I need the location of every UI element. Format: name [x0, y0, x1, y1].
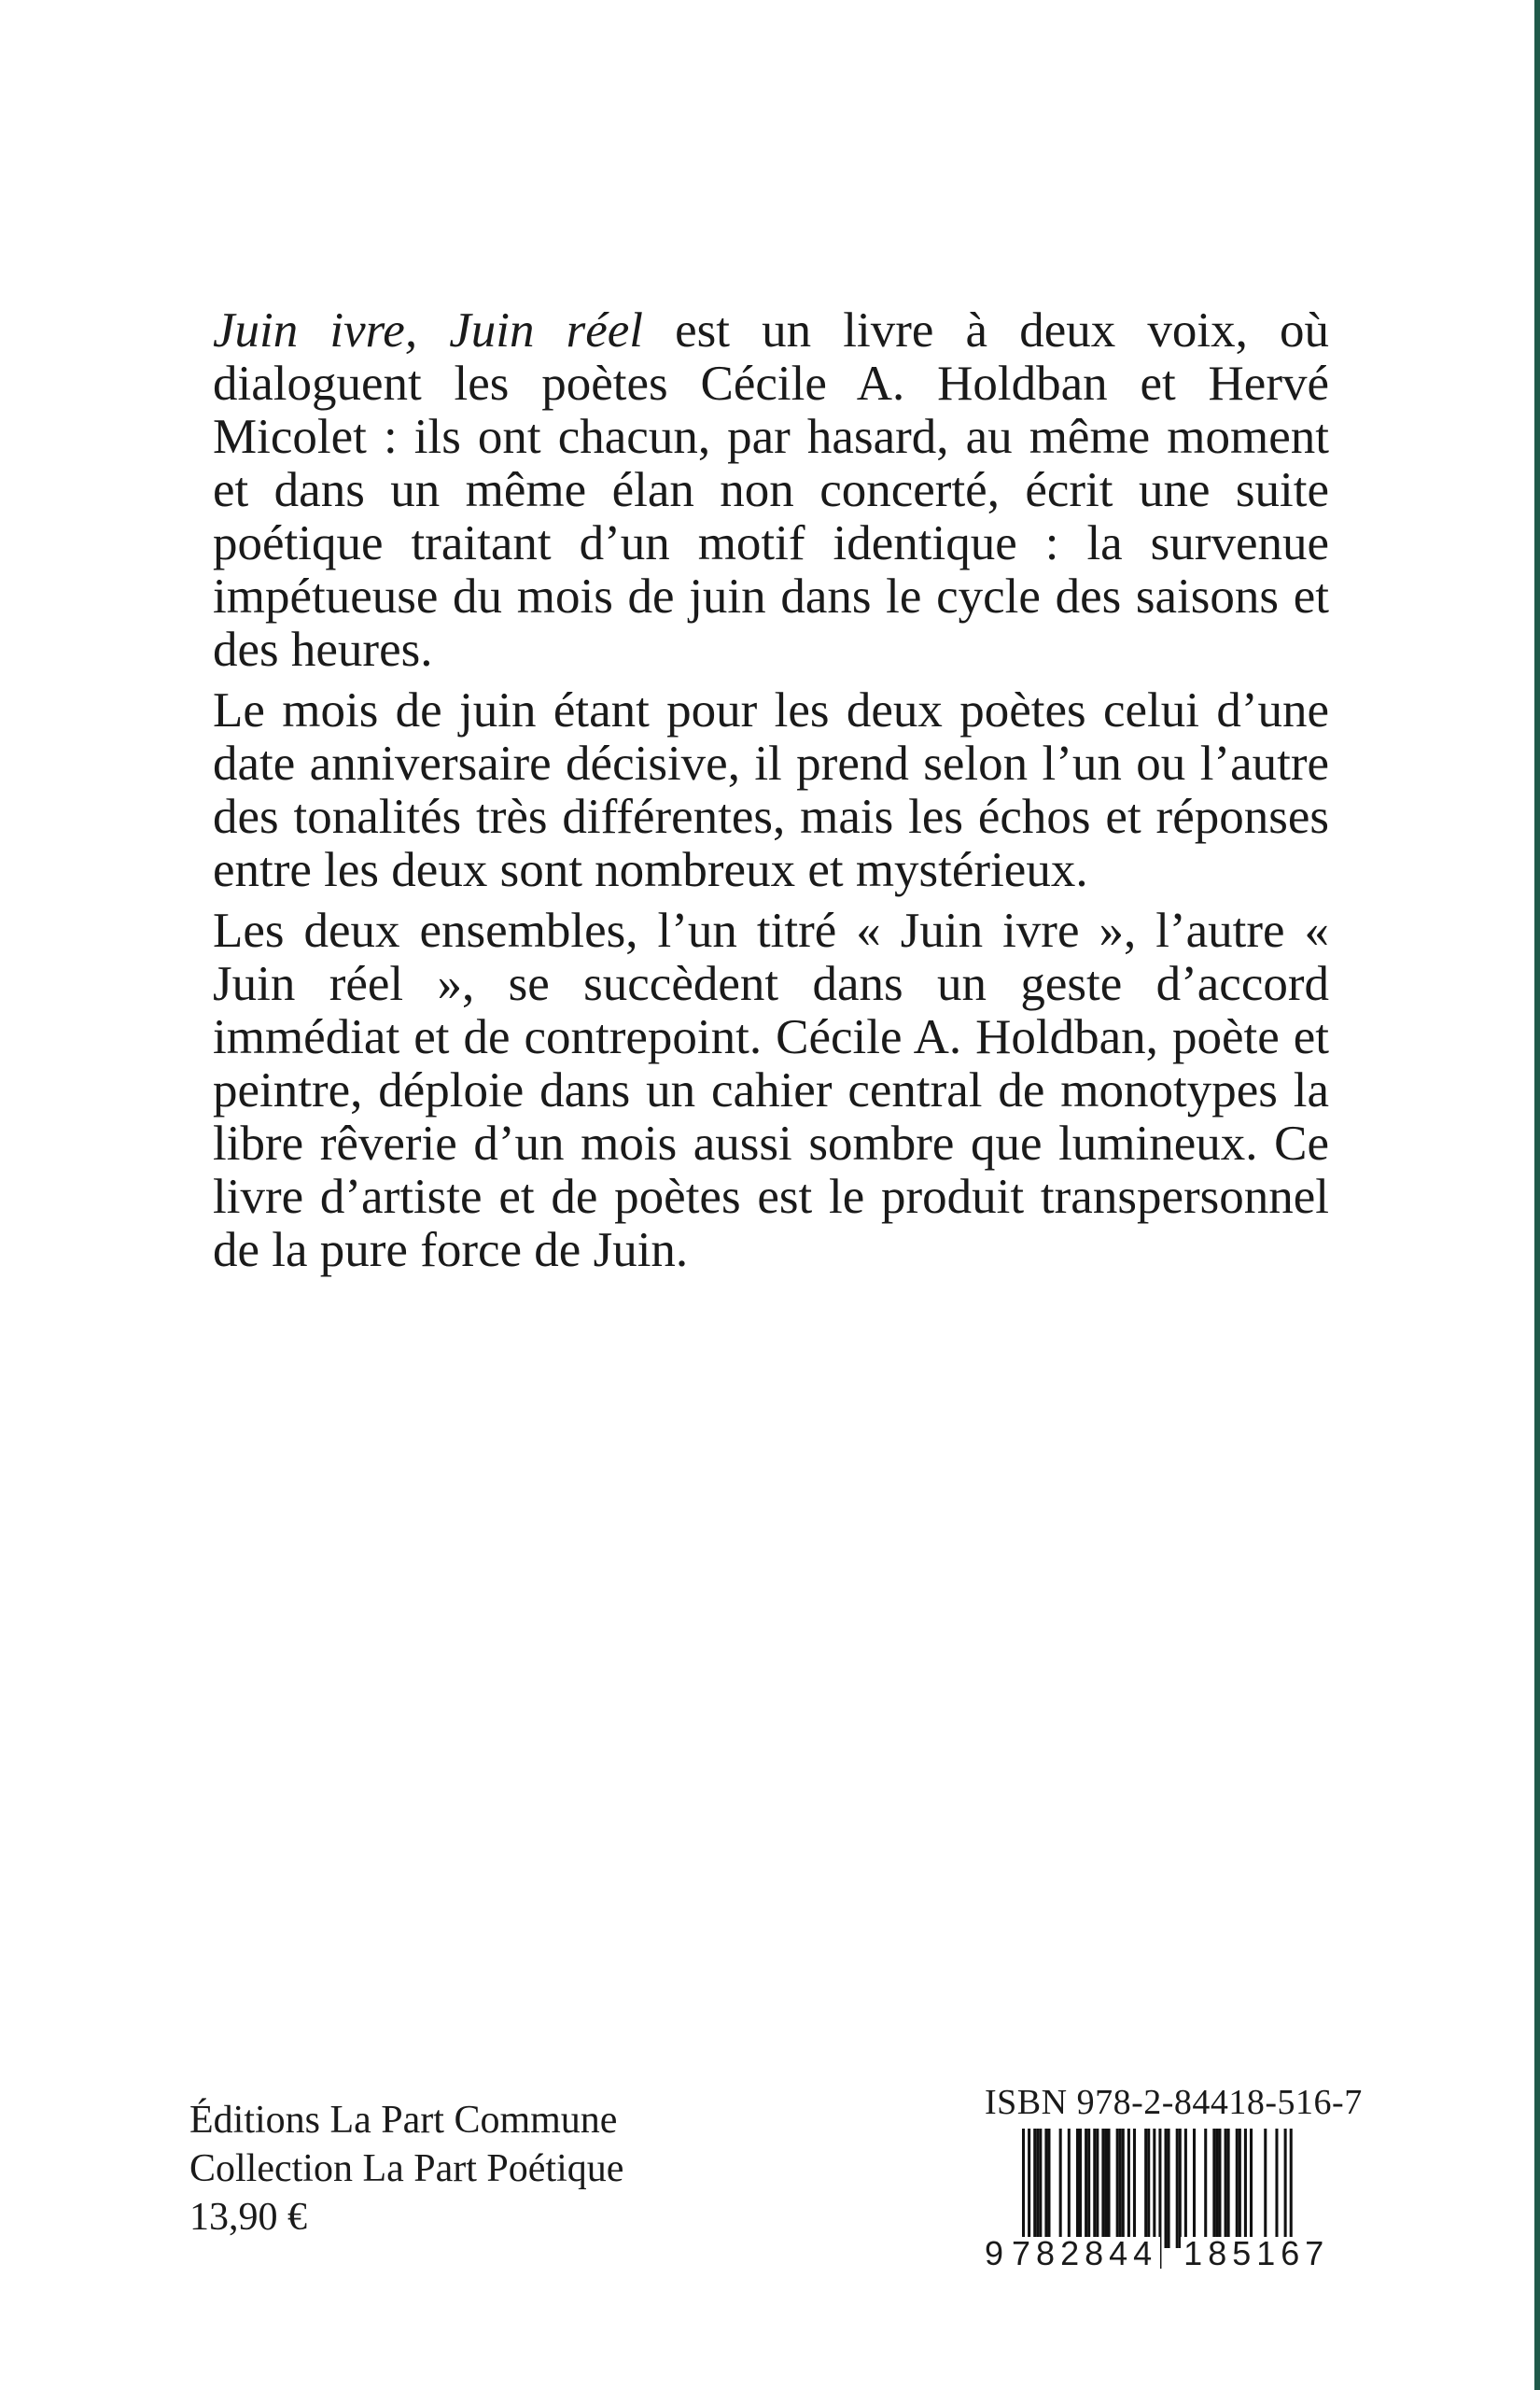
- barcode-bar: [1101, 2129, 1104, 2248]
- barcode-bar: [1079, 2129, 1082, 2248]
- price: 13,90 €: [189, 2196, 307, 2239]
- barcode-bar: [1147, 2129, 1150, 2248]
- publisher-info: [189, 2096, 623, 2242]
- blurb-paragraph-3: Les deux ensembles, l’un titré « Juin ivre », l’autre « Juin réel », se succèdent dans un geste d’accord immédiat et de contrepoint. Cécile A. Holdban, poète et peintre, déploie dans un cahier central de monotypes la libre rêverie d’un mois aussi sombre que lumineux. Ce livre d’artiste et de poètes est le produit transpersonnel de la pure force de Juin.: [213, 904, 1329, 1277]
- blurb-paragraph-1: [213, 304, 1329, 677]
- barcode-bar: [1085, 2129, 1087, 2248]
- barcode-digits: [985, 2234, 1330, 2272]
- barcode-bar: [1250, 2129, 1253, 2248]
- collection-name: Collection La Part Poétique: [189, 2147, 624, 2190]
- barcode-bar: [1165, 2129, 1168, 2248]
- barcode-bar: [1116, 2129, 1119, 2248]
- cover-edge-stripe: [1534, 0, 1540, 2390]
- barcode-bar: [1119, 2129, 1122, 2248]
- barcode-bar: [1275, 2129, 1278, 2248]
- barcode-digit-first: 9: [985, 2234, 1004, 2272]
- barcode-bar: [1059, 2129, 1062, 2248]
- barcode-bar: [1122, 2129, 1125, 2248]
- barcode-bar: [1033, 2129, 1036, 2248]
- barcode-bar: [1036, 2129, 1039, 2248]
- blurb-paragraph-1-text: est un livre à deux voix, où dialoguent les poètes Cécile A. Holdban et Hervé Micolet : ils ont chacun, par hasard, au même moment et dans un même élan non concerté, écrit une suite poétique traitant d’un motif identique : la survenue impétueuse du mois de juin dans le cycle des saisons et des heures.: [213, 303, 1329, 677]
- barcode-bar: [1093, 2129, 1096, 2248]
- barcode-bar: [1218, 2129, 1221, 2248]
- isbn-label: ISBN 978-2-84418-516-7: [985, 2083, 1363, 2122]
- barcode-bar: [1087, 2129, 1090, 2248]
- back-cover-blurb: [213, 304, 1329, 1285]
- isbn-block: [985, 2082, 1363, 2272]
- barcode-bar: [1127, 2129, 1130, 2248]
- barcode-bar: [1244, 2129, 1247, 2248]
- barcode-bar: [1184, 2129, 1187, 2248]
- barcode-bar: [1236, 2129, 1239, 2248]
- barcode-bar: [1144, 2129, 1147, 2248]
- barcode-bar: [1179, 2129, 1182, 2248]
- barcode-bar: [1264, 2129, 1267, 2248]
- blurb-paragraph-2: Le mois de juin étant pour les deux poètes celui d’une date anniversaire décisive, il prend selon l’un ou l’autre des tonalités très différentes, mais les échos et réponses entre les deux sont nombreux et mystérieux.: [213, 683, 1329, 897]
- publisher-name: Éditions La Part Commune: [189, 2099, 618, 2142]
- barcode-bar: [1104, 2129, 1107, 2248]
- barcode-bar: [1204, 2129, 1207, 2248]
- barcode-digit-group-right: 185167: [1181, 2237, 1332, 2270]
- barcode-digit-group-left: 782844: [1009, 2237, 1160, 2270]
- barcode-bar: [1096, 2129, 1099, 2248]
- barcode-bar: [1047, 2129, 1050, 2248]
- barcode-bar: [1215, 2129, 1218, 2248]
- barcode-bar: [1076, 2129, 1079, 2248]
- book-title-italic: Juin ivre, Juin réel: [213, 303, 643, 358]
- barcode-bar: [1133, 2129, 1136, 2248]
- barcode-bar: [1225, 2129, 1227, 2248]
- barcode-bar: [1068, 2129, 1071, 2248]
- barcode-bar: [1227, 2129, 1230, 2248]
- barcode-bar: [1239, 2129, 1241, 2248]
- barcode-bar: [1193, 2129, 1196, 2248]
- barcode-bar: [1039, 2129, 1042, 2248]
- barcode-bar: [1212, 2129, 1215, 2248]
- barcode-bar: [1176, 2129, 1179, 2248]
- barcode-bar: [1044, 2129, 1047, 2248]
- barcode-bar: [1168, 2129, 1170, 2248]
- barcode-bar: [1108, 2129, 1111, 2248]
